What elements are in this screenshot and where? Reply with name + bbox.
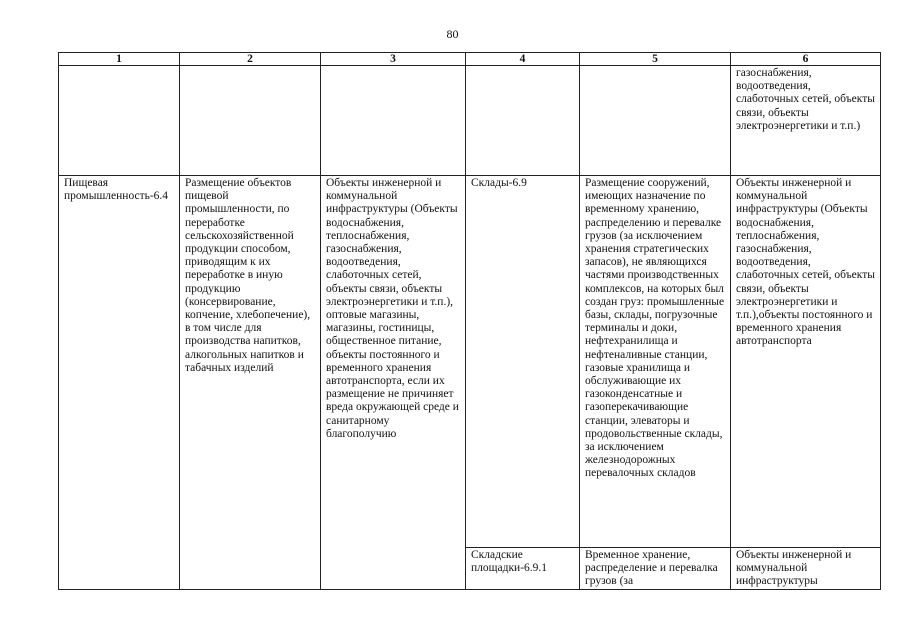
table-row-food-industry <box>59 176 881 548</box>
conditional-use-type-cell: Склады-6.9 <box>466 176 580 548</box>
land-use-type-cell: Пищевая промышленность-6.4 <box>59 176 180 590</box>
table-cell <box>321 66 466 176</box>
conditional-use-type-cell: Складские площадки-6.9.1 <box>466 548 580 590</box>
table-cell <box>180 66 321 176</box>
column-header-5: 5 <box>580 53 731 66</box>
land-use-description-cell: Размещение объектов пищевой промышленности, по переработке сельскохозяйственной продукции способом, приводящим к их переработке в иную продукцию (консервирование, копчение, хлебопечение), в том числе для производства напитков, алкогольных напитков и табачных изделий <box>180 176 321 590</box>
conditional-auxiliary-cell: Объекты инженерной и коммунальной инфраструктуры (Объекты водоснабжения, теплоснабжения, газоснабжения, водоотведения, слаботочных сетей, объекты связи, объекты электроэнергетики и т.п.),объекты постоянного и временного хранения автотранспорта <box>731 176 881 548</box>
column-header-3: 3 <box>321 53 466 66</box>
column-header-1: 1 <box>59 53 180 66</box>
page-number: 80 <box>446 27 459 41</box>
conditional-use-description-cell: Размещение сооружений, имеющих назначение по временному хранению, распределению и перевалке грузов (за исключением хранения стратегических запасов), не являющихся частями производственных комплексов, на которых был создан груз: промышленные базы, склады, погрузочные терминалы и доки, нефтехранилища и нефтеналивные станции, газовые хранилища и обслуживающие их газоконденсатные и газоперекачивающие станции, элеваторы и продовольственные склады, за исключением железнодорожных перевалочных складов <box>580 176 731 548</box>
table-cell <box>466 66 580 176</box>
table-row-continuation <box>59 66 881 176</box>
column-header-6: 6 <box>731 53 881 66</box>
table-cell <box>59 66 180 176</box>
conditional-use-description-cell: Временное хранение, распределение и перевалка грузов (за <box>580 548 731 590</box>
zoning-table <box>58 52 881 590</box>
table-cell <box>580 66 731 176</box>
column-header-4: 4 <box>466 53 580 66</box>
auxiliary-uses-cell: Объекты инженерной и коммунальной инфраструктуры (Объекты водоснабжения, теплоснабжения, газоснабжения, водоотведения, слаботочных сетей, объекты связи, объекты электроэнергетики и т.п.), оптовые магазины, магазины, гостиницы, общественное питание, объекты постоянного и временного хранения автотранспорта, если их размещение не причиняет вреда окружающей среде и санитарному благополучию <box>321 176 466 590</box>
column-header-2: 2 <box>180 53 321 66</box>
conditional-auxiliary-cell: Объекты инженерной и коммунальной инфраструктуры <box>731 548 881 590</box>
table-cell-continued-text: газоснабжения, водоотведения, слаботочных сетей, объекты связи, объекты электроэнергетики и т.п.) <box>731 66 881 176</box>
header-row <box>59 53 881 66</box>
